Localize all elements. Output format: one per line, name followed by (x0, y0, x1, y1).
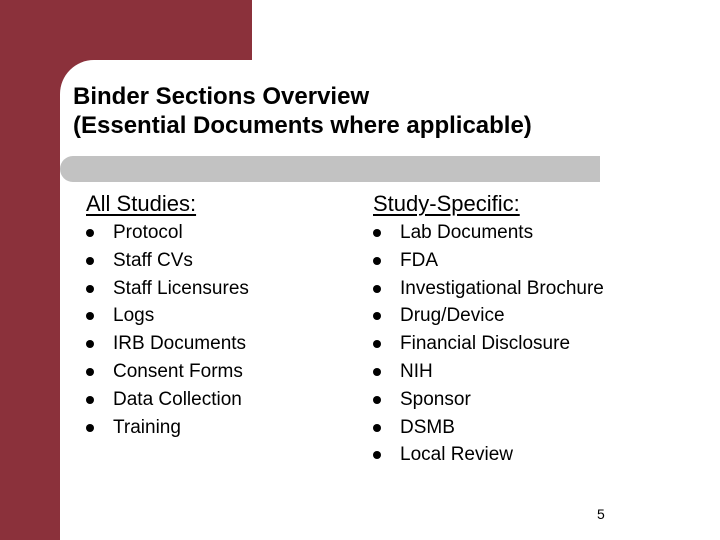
bullet-icon (86, 424, 94, 432)
list-item-label: Local Review (400, 444, 513, 466)
page-number: 5 (597, 506, 605, 522)
list-item (373, 333, 604, 361)
study-specific-heading: Study-Specific: (373, 191, 520, 216)
list-item (373, 389, 604, 417)
list-item (373, 222, 604, 250)
list-item (373, 361, 604, 389)
list-item-label: Drug/Device (400, 305, 505, 327)
list-item (373, 250, 604, 278)
list-item (86, 333, 249, 361)
bullet-icon (86, 368, 94, 376)
bullet-icon (373, 368, 381, 376)
list-item (86, 222, 249, 250)
bullet-icon (373, 424, 381, 432)
list-item-label: Staff Licensures (113, 277, 249, 299)
bullet-icon (86, 312, 94, 320)
bullet-icon (86, 229, 94, 237)
bullet-icon (373, 285, 381, 293)
bullet-icon (373, 340, 381, 348)
list-item (373, 444, 604, 472)
bullet-icon (373, 229, 381, 237)
title-line-2: (Essential Documents where applicable) (73, 112, 532, 139)
list-item-label: Staff CVs (113, 249, 193, 271)
list-item (373, 305, 604, 333)
bullet-icon (86, 340, 94, 348)
list-item (86, 278, 249, 306)
list-item-label: Logs (113, 305, 155, 327)
bullet-icon (373, 396, 381, 404)
list-item-label: Financial Disclosure (400, 333, 571, 355)
list-item (373, 417, 604, 445)
list-item-label: Sponsor (400, 388, 471, 410)
list-item (373, 278, 604, 306)
bullet-icon (86, 257, 94, 265)
list-item-label: Consent Forms (113, 360, 243, 382)
list-item (86, 361, 249, 389)
list-item-label: DSMB (400, 416, 455, 438)
study-specific-list (373, 222, 604, 472)
list-item-label: Training (113, 416, 181, 438)
list-item-label: Data Collection (113, 388, 242, 410)
bullet-icon (373, 312, 381, 320)
slide-title (73, 82, 532, 140)
bullet-icon (86, 285, 94, 293)
all-studies-heading: All Studies: (86, 191, 197, 216)
all-studies-list (86, 222, 249, 444)
list-item-label: Lab Documents (400, 222, 534, 243)
list-item-label: IRB Documents (113, 333, 247, 355)
list-item (86, 417, 249, 445)
bullet-icon (86, 396, 94, 404)
list-item-label: NIH (400, 360, 433, 382)
bullet-icon (373, 257, 381, 265)
list-item-label: FDA (400, 249, 438, 271)
list-item-label: Protocol (113, 222, 183, 243)
title-line-1: Binder Sections Overview (73, 83, 370, 110)
list-item (86, 389, 249, 417)
list-item (86, 305, 249, 333)
bullet-icon (373, 451, 381, 459)
list-item (86, 250, 249, 278)
divider-bar (60, 156, 600, 182)
list-item-label: Investigational Brochure (400, 277, 604, 299)
